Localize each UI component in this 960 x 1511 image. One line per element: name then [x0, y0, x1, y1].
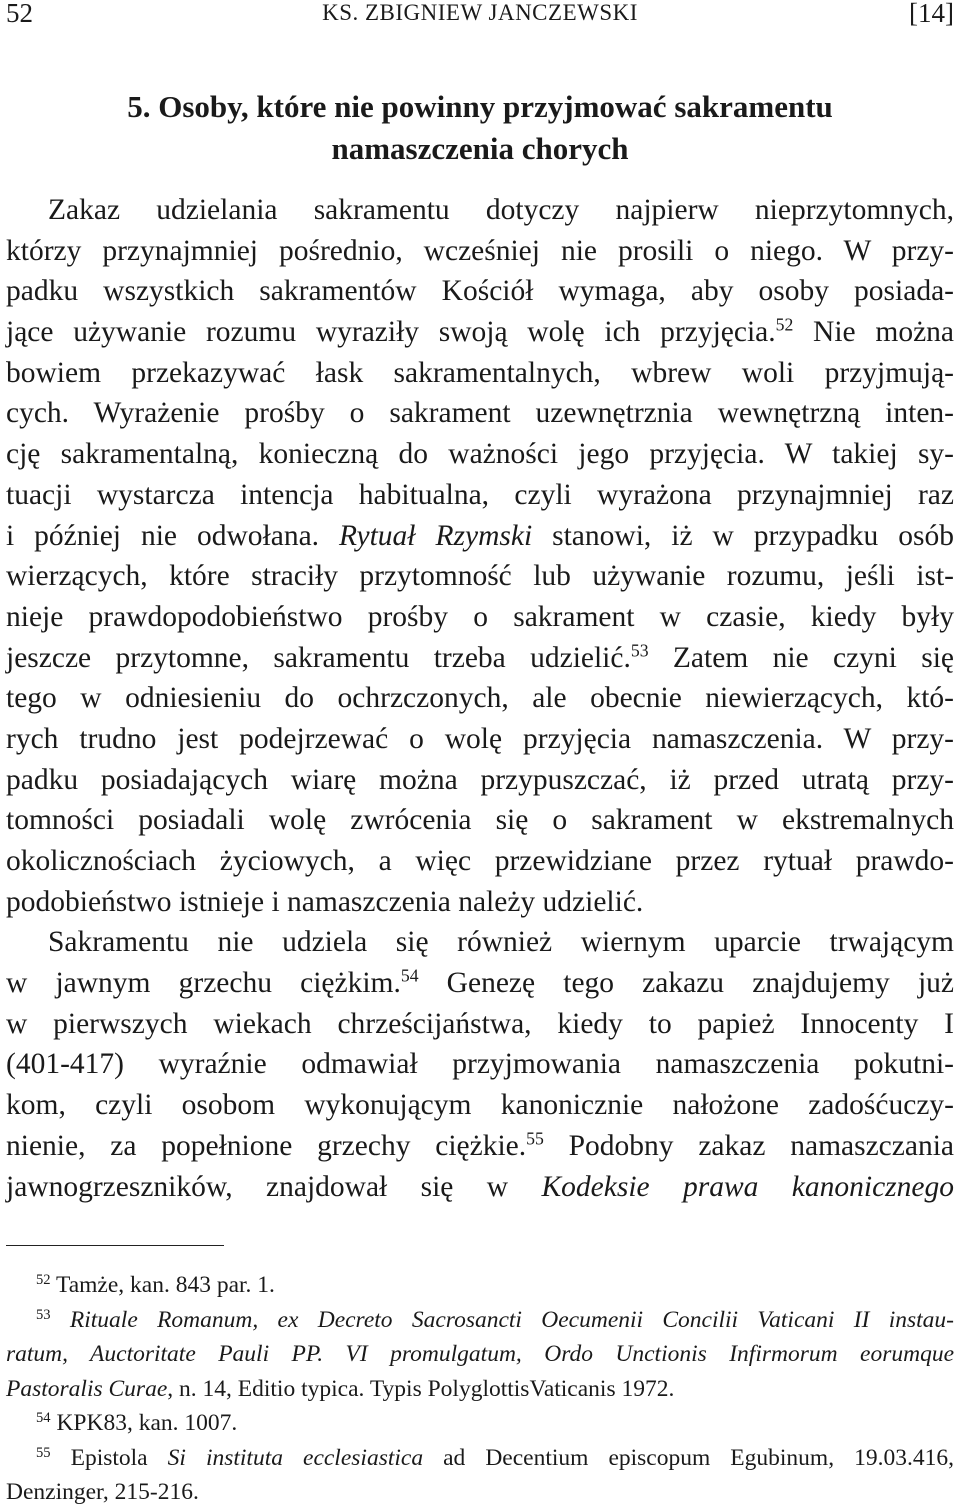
footnote-53: $^{53}$ Rituale Romanum, ex Decreto Sacrosancti Oecumenii Concilii Vaticani II instau- [36, 1306, 954, 1333]
footnote-number: 52 [36, 1272, 51, 1288]
text-line: Sakramentu nie udziela się również wiernym uparcie trwającym [48, 926, 954, 959]
text-line: jące używanie rozumu wyraziły swoją wolę ich przyjęcia.$^{52}$ Nie można [6, 314, 955, 349]
footnote-52: $^{52}$ Tamże, kan. 843 par. 1. [36, 1272, 275, 1298]
text-line: cję sakramentalną, konieczną do ważności jego przyjęcia. W takiej sy- [6, 438, 954, 471]
text-line: kom, czyli osobom wykonującym kanonicznie nałożone zadośćuczy- [6, 1089, 954, 1122]
section-heading-line: 5. Osoby, które nie powinny przyjmować sakramentu [127, 89, 833, 124]
text-line: wierzących, które straciły przytomność lub używanie rozumu, jeśli ist- [6, 560, 954, 593]
text-line: (401-417) wyraźnie odmawiał przyjmowania namaszczenia pokutni- [6, 1048, 954, 1081]
footnote-ref: 53 [630, 639, 649, 660]
footnotes [6, 1268, 954, 1510]
text-line: w pierwszych wiekach chrześcijaństwa, kiedy to papież Innocenty I [6, 1007, 954, 1040]
footnote-54: $^{54}$ KPK83, kan. 1007. [36, 1410, 238, 1436]
page-number: 52 [6, 0, 33, 28]
footnote-number: 55 [36, 1444, 51, 1461]
running-head-author: KS. ZBIGNIEW JANCZEWSKI [322, 0, 638, 25]
footnote-ref: 54 [400, 965, 419, 986]
footnote-ref: 55 [526, 1128, 544, 1149]
text-line: bowiem przekazywać łask sakramentalnych, wbrew woli przyjmują- [6, 356, 954, 389]
text-line: tomności posiadali wolę zwrócenia się o sakrament w ekstremalnych [6, 804, 954, 837]
text-line: nienie, za popełnione grzechy ciężkie.$^{55}$ Podobny zakaz namaszczania [6, 1128, 955, 1162]
paragraph [6, 922, 954, 1207]
text-line: którzy przynajmniej pośrednio, wcześniej nie prosili o niego. W przy- [6, 234, 954, 267]
text-line: nieje prawdopodobieństwo prośby o sakrament w czasie, kiedy były [6, 600, 954, 633]
text-line: rych trudno jest podejrzewać o wolę przyjęcia namaszczenia. W przy- [6, 722, 954, 755]
section-heading [0, 86, 960, 170]
footnote-separator [6, 1245, 224, 1246]
body-text [6, 190, 954, 1207]
section-heading-line: namaszczenia chorych [331, 131, 629, 166]
text-line: w jawnym grzechu ciężkim.$^{54}$ Genezę tego zakazu znajdujemy już [6, 965, 954, 1000]
text-line: tego w odniesieniu do ochrzczonych, ale obecnie niewierzących, któ- [6, 682, 954, 715]
footnote-55-line: Denzinger, 215-216. [6, 1479, 199, 1505]
text-line: cych. Wyrażenie prośby o sakrament uzewnętrznia wewnętrzną inten- [6, 397, 954, 430]
italic-title: Rytuał Rzymski [339, 519, 533, 552]
footnote-53-line: ratum, Auctoritate Pauli PP. VI promulgatum, Ordo Unctionis Infirmorum eorumque [6, 1341, 954, 1367]
footnote-55: $^{55}$ Epistola Si instituta ecclesiastica ad Decentium episcopum Egubinum, 19.03.416, [36, 1444, 954, 1471]
text-line: tuacji wystarcza intencja habitualna, czyli wyrażona przynajmniej raz [6, 478, 954, 511]
text-line: jawnogrzeszników, znajdował się w Kodeksie prawa kanonicznego [6, 1170, 955, 1203]
text-line: padku posiadających wiarę można przypuszczać, iż przed utratą przy- [6, 763, 954, 796]
text-line: okolicznościach życiowych, a więc przewidziane przez rytuał prawdo- [6, 845, 954, 877]
footnote-number: 53 [36, 1306, 51, 1323]
italic-title: Kodeksie prawa kanonicznego [541, 1170, 955, 1203]
text-line: Zakaz udzielania sakramentu dotyczy najpierw nieprzytomnych, [48, 194, 954, 226]
footnote-ref: 52 [775, 314, 794, 335]
paragraph [6, 190, 954, 922]
text-line: i później nie odwołana. Rytuał Rzymski stanowi, iż w przypadku osób [6, 519, 955, 552]
running-header [0, 0, 960, 32]
text-line: padku wszystkich sakramentów Kościół wymaga, aby osoby posiada- [6, 275, 954, 308]
section-number: [14] [909, 0, 954, 28]
text-line: podobieństwo istnieje i namaszczenia należy udzielić. [6, 885, 644, 918]
footnote-number: 54 [36, 1410, 51, 1426]
text-line: jeszcze przytomne, sakramentu trzeba udzielić.$^{53}$ Zatem nie czyni się [6, 639, 954, 674]
footnote-53-line: Pastoralis Curae, n. 14, Editio typica. Typis PolyglottisVaticanis 1972. [6, 1375, 675, 1402]
